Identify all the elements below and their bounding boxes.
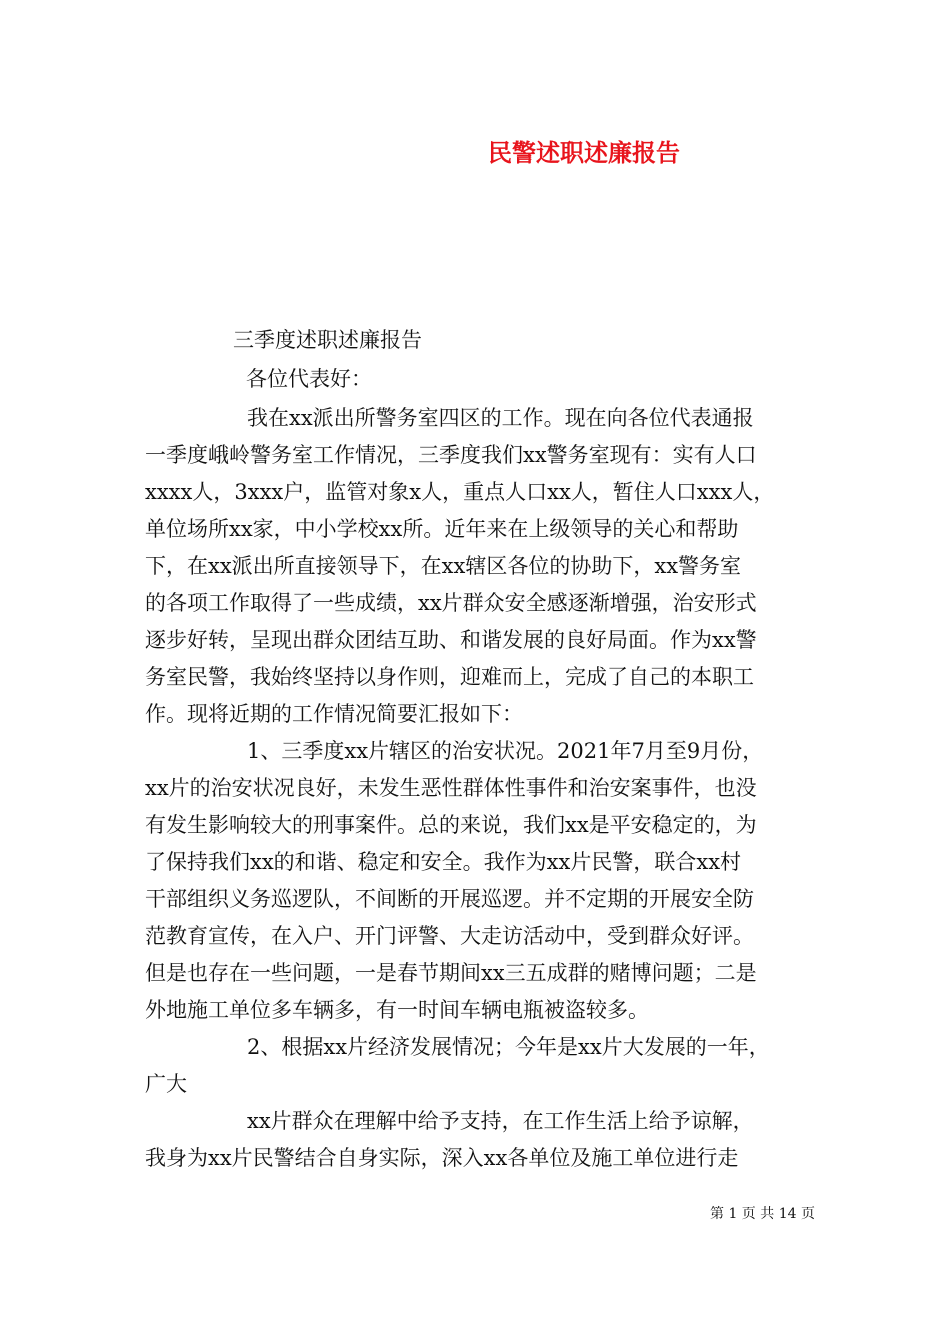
body-line: 范教育宣传，在入户、开门评警、大走访活动中，受到群众好评。 [145, 924, 754, 948]
body-line: 外地施工单位多车辆多，有一时间车辆电瓶被盗较多。 [145, 998, 649, 1022]
body-line: 1、三季度xx片辖区的治安状况。2021年7月至9月份， [247, 739, 764, 763]
body-line: 有发生影响较大的刑事案件。总的来说，我们xx是平安稳定的，为 [145, 813, 757, 837]
body-line: xxxx人，3xxx户，监管对象x人，重点人口xx人，暂住人口xxx人， [145, 480, 775, 504]
body-line: 广大 [145, 1072, 187, 1096]
document-title: 民警述职述廉报告 [488, 138, 680, 167]
body-line: 我身为xx片民警结合自身实际，深入xx各单位及施工单位进行走 [145, 1146, 739, 1170]
body-line: 但是也存在一些问题，一是春节期间xx三五成群的赌博问题；二是 [145, 961, 757, 985]
body-line: 务室民警，我始终坚持以身作则，迎难而上，完成了自己的本职工 [145, 665, 754, 689]
body-line: xx片群众在理解中给予支持，在工作生活上给予谅解， [247, 1109, 754, 1133]
body-line: 的各项工作取得了一些成绩，xx片群众安全感逐渐增强，治安形式 [145, 591, 757, 615]
body-line: 一季度峨岭警务室工作情况，三季度我们xx警务室现有：实有人口 [145, 443, 757, 467]
page-number: 第 1 页 共 14 页 [710, 1206, 815, 1222]
body-line: 单位场所xx家，中小学校xx所。近年来在上级领导的关心和帮助 [145, 517, 739, 541]
body-line: 作。现将近期的工作情况简要汇报如下： [145, 702, 523, 726]
body-line: 了保持我们xx的和谐、稳定和安全。我作为xx片民警，联合xx村 [145, 850, 742, 874]
greeting: 各位代表好： [246, 367, 372, 391]
body-text [145, 400, 815, 1177]
body-line: 我在xx派出所警务室四区的工作。现在向各位代表通报 [247, 406, 754, 430]
document-subtitle: 三季度述职述廉报告 [233, 328, 422, 352]
body-line: xx片的治安状况良好，未发生恶性群体性事件和治安案事件，也没 [145, 776, 757, 800]
body-line: 干部组织义务巡逻队，不间断的开展巡逻。并不定期的开展安全防 [145, 887, 754, 911]
body-line: 下，在xx派出所直接领导下，在xx辖区各位的协助下，xx警务室 [145, 554, 742, 578]
body-line: 2、根据xx片经济发展情况；今年是xx片大发展的一年， [247, 1035, 770, 1059]
body-line: 逐步好转，呈现出群众团结互助、和谐发展的良好局面。作为xx警 [145, 628, 757, 652]
